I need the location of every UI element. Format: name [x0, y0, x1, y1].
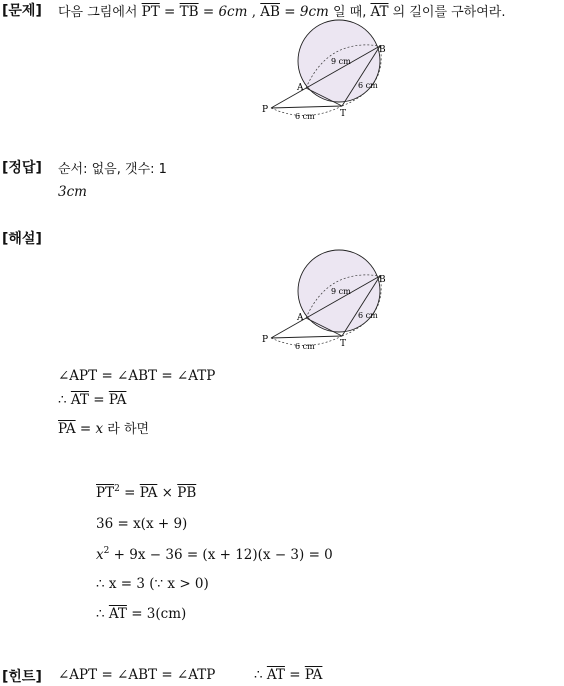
- point-p: P: [262, 335, 269, 345]
- equation-3: $x^2 + 9x - 36 = (x + 12)(x - 3) = 0$: [96, 546, 333, 563]
- point-b: B: [379, 45, 386, 55]
- solution-label: [해설]: [2, 231, 42, 247]
- label-tb: 6 cm: [358, 81, 378, 90]
- answer-meta: 순서: 없음, 갯수: 1: [58, 162, 167, 177]
- label-pt: 6 cm: [295, 342, 315, 351]
- label-pt: 6 cm: [295, 112, 315, 121]
- equation-5: ∴ $\overline{AT} = 3(cm)$: [96, 606, 187, 622]
- point-t: T: [340, 339, 347, 349]
- figure-1: [258, 18, 388, 122]
- hint-equal-line: ∴ $\overline{AT} = \overline{PA}$: [254, 667, 323, 683]
- equation-4: ∴ x = 3 (∵ x > 0): [96, 576, 209, 592]
- solution-equal-line: ∴ $\overline{AT} = \overline{PA}$: [58, 392, 127, 408]
- point-a: A: [297, 83, 304, 93]
- label-ab: 9 cm: [331, 57, 351, 66]
- hint-label: [힌트]: [2, 669, 42, 685]
- answer-value: 3cm: [58, 184, 87, 200]
- point-t: T: [340, 109, 347, 119]
- solution-angle-line: ∠APT = ∠ABT = ∠ATP: [58, 368, 216, 384]
- segment-pt: [271, 336, 342, 338]
- equation-1: $\overline{PT}^2 = \overline{PA} \times \overline{PB}$: [96, 484, 197, 501]
- problem-label: [문제]: [2, 3, 42, 19]
- hint-angle-line: ∠APT = ∠ABT = ∠ATP: [58, 667, 216, 683]
- point-p: P: [262, 105, 269, 115]
- label-tb: 6 cm: [358, 311, 378, 320]
- label-ab: 9 cm: [331, 287, 351, 296]
- equation-2: 36 = x(x + 9): [96, 516, 188, 532]
- point-b: B: [379, 275, 386, 285]
- answer-label: [정답]: [2, 160, 42, 176]
- solution-let-line: $\overline{PA} = x$ 라 하면: [58, 421, 150, 437]
- segment-pt: [271, 106, 342, 108]
- point-a: A: [297, 313, 304, 323]
- figure-2: [258, 248, 388, 352]
- problem-text: 다음 그림에서 $\overline{PT} = \overline{TB} = 6cm$ , $\overline{AB} = 9cm$ 일 때, $\overline{AT}$ 의 길이를 구하여라.: [58, 4, 506, 20]
